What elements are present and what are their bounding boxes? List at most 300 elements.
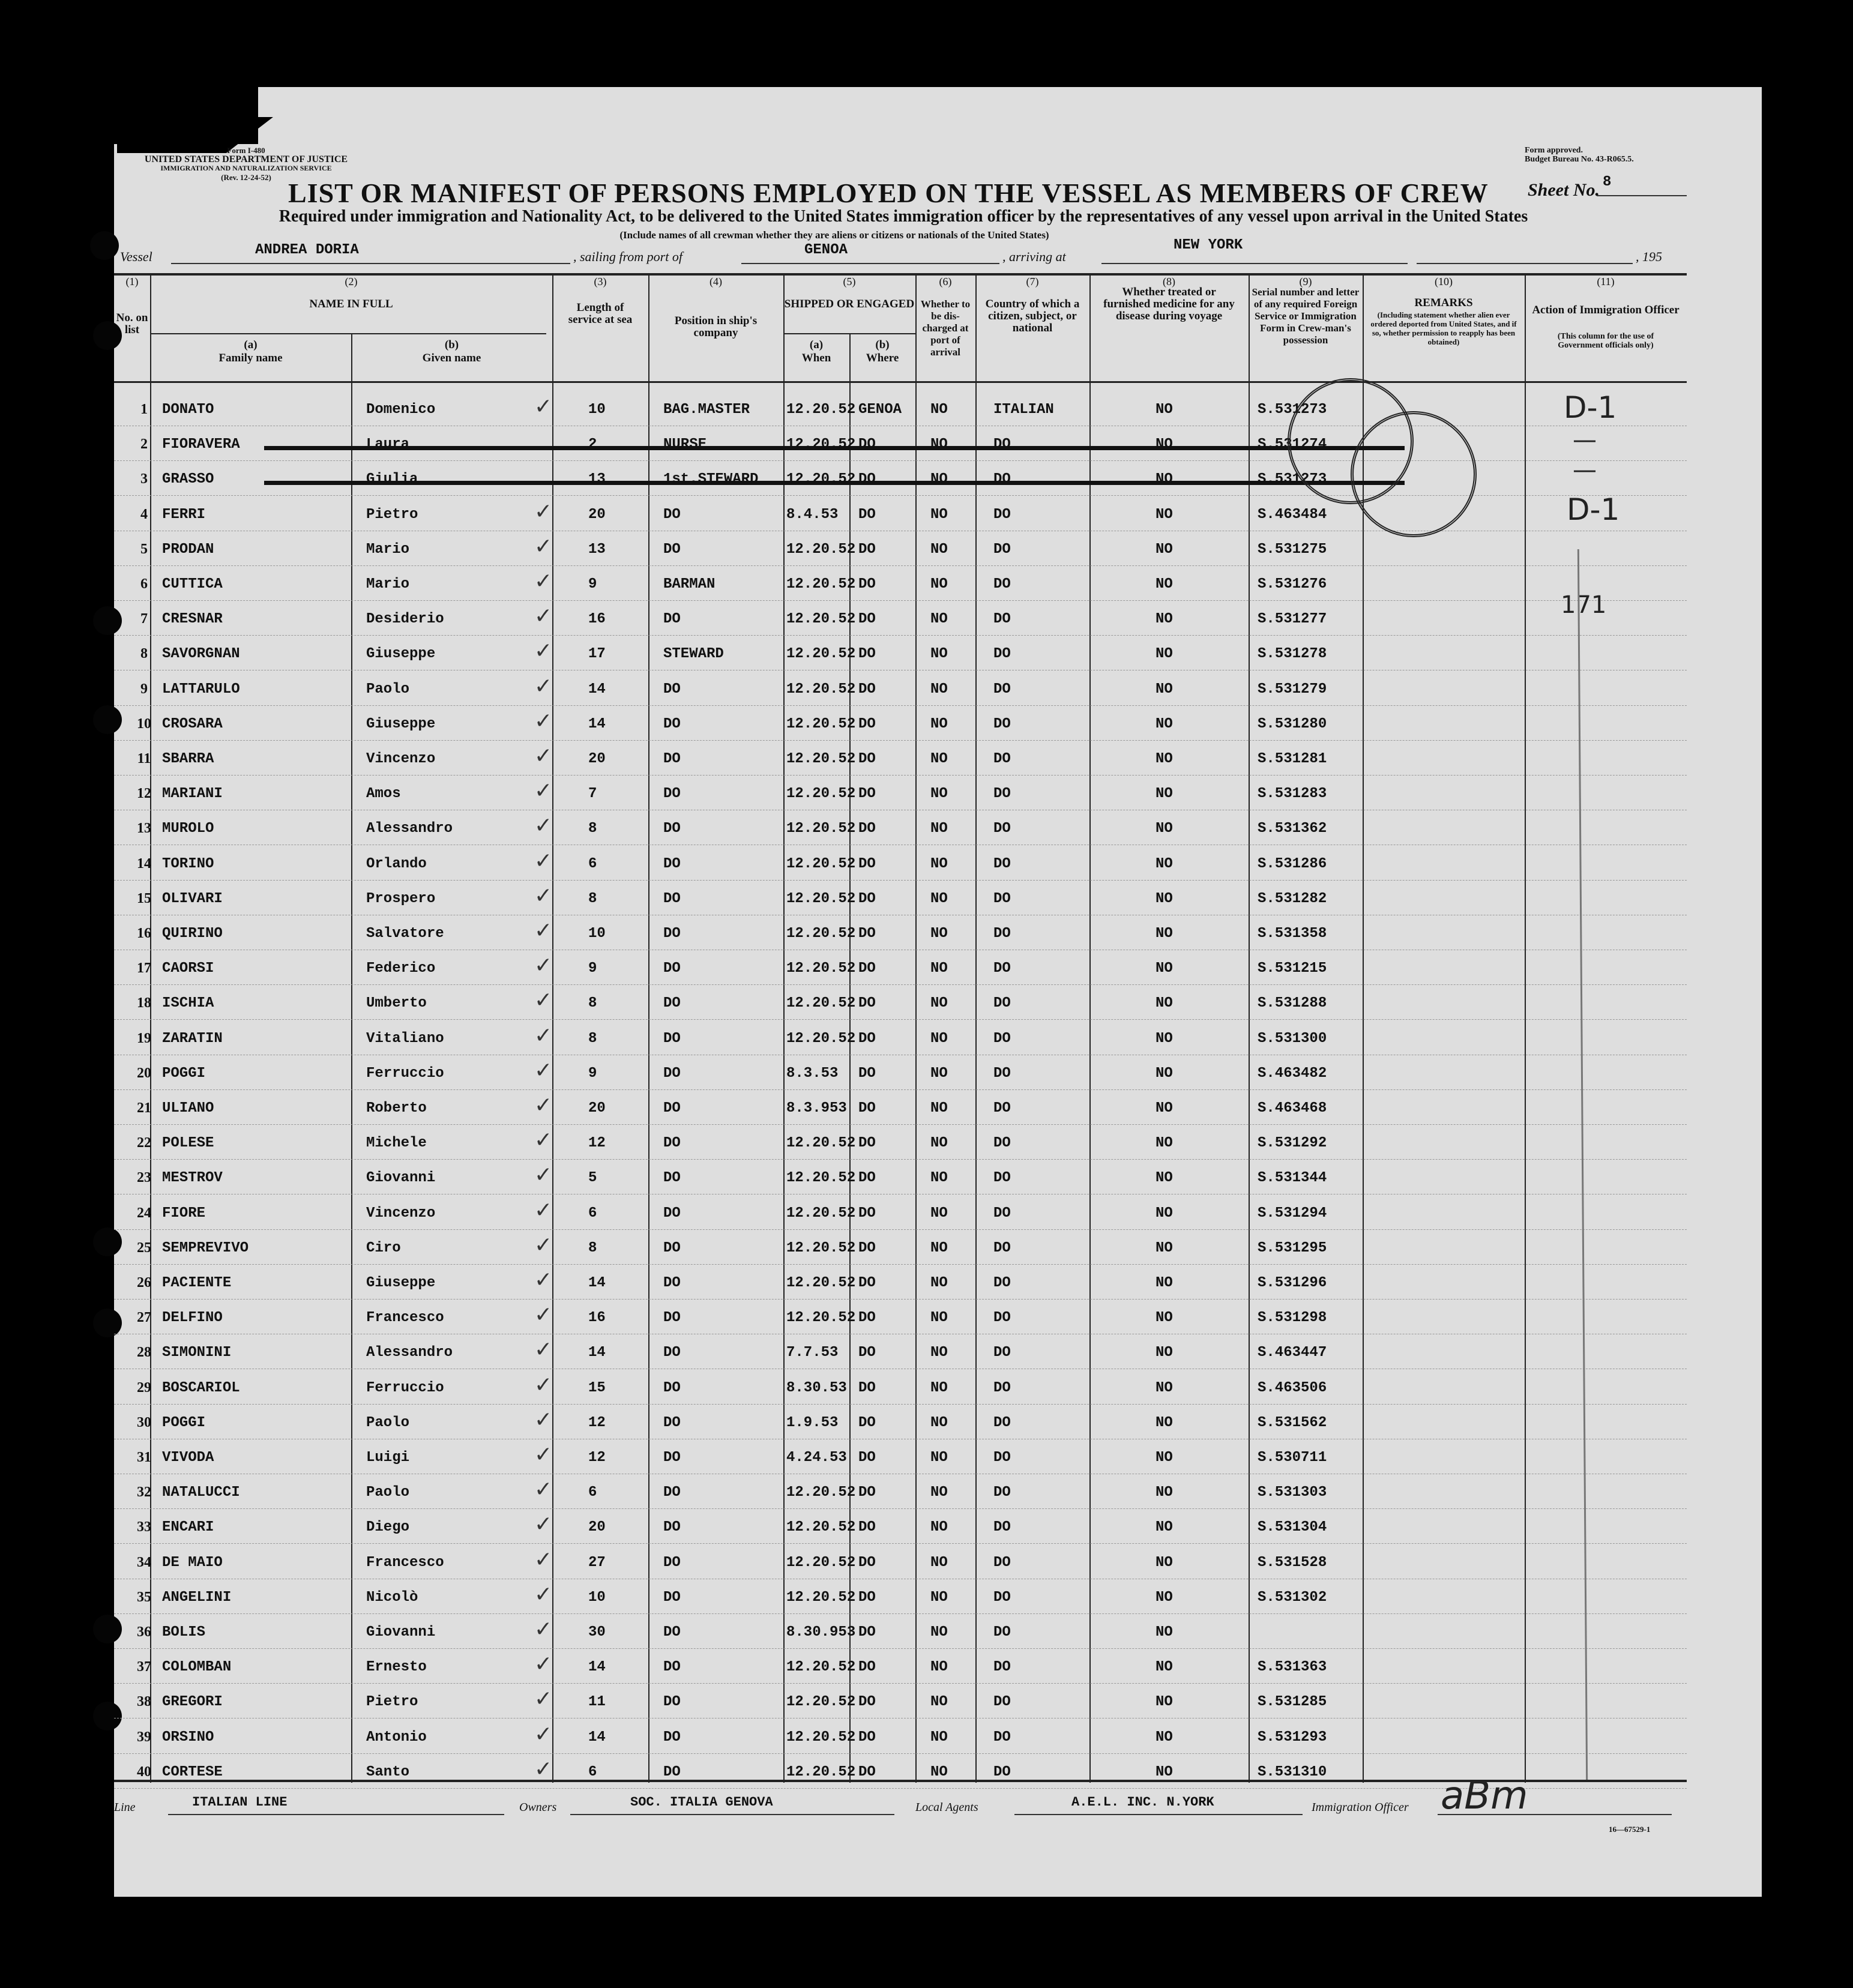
budget-bureau: Budget Bureau No. 43-R065.5. bbox=[1525, 155, 1634, 164]
row-number: 10 bbox=[137, 715, 151, 732]
shipped-when: 12.20.52 bbox=[786, 576, 856, 592]
shipped-when: 4.24.53 bbox=[786, 1450, 847, 1466]
given-name: Vitaliano bbox=[366, 1030, 444, 1047]
country: DO bbox=[993, 1345, 1011, 1361]
service-length: 11 bbox=[588, 1694, 606, 1711]
shipped-where: DO bbox=[858, 1239, 876, 1256]
check-mark: ✓ bbox=[534, 1163, 553, 1188]
family-name: GRASSO bbox=[162, 471, 214, 488]
officer-signature: aBm bbox=[1441, 1774, 1528, 1818]
row-number: 8 bbox=[140, 646, 148, 662]
given-name: Amos bbox=[366, 786, 401, 803]
family-name: BOSCARIOL bbox=[162, 1379, 240, 1396]
country: DO bbox=[993, 1519, 1011, 1536]
serial-number: S.463484 bbox=[1258, 506, 1327, 523]
row-number: 13 bbox=[137, 821, 151, 837]
country: DO bbox=[993, 646, 1011, 663]
row-number: 3 bbox=[140, 471, 148, 487]
row-number: 35 bbox=[137, 1589, 151, 1605]
serial-number: S.531300 bbox=[1258, 1030, 1327, 1047]
service-length: 14 bbox=[588, 1659, 606, 1676]
family-name: ULIANO bbox=[162, 1100, 214, 1116]
serial-number: S.531215 bbox=[1258, 960, 1327, 977]
family-name: FIORE bbox=[162, 1205, 206, 1221]
row-rule bbox=[114, 775, 1687, 776]
position: DO bbox=[663, 506, 681, 523]
shipped-where: DO bbox=[858, 786, 876, 803]
serial-number: S.531282 bbox=[1258, 890, 1327, 907]
country: DO bbox=[993, 1554, 1011, 1571]
table-row bbox=[114, 1232, 1687, 1267]
service-length: 16 bbox=[588, 611, 606, 628]
shipped-where: DO bbox=[858, 1310, 876, 1327]
service-length: 6 bbox=[588, 1764, 597, 1780]
shipped-when: 12.20.52 bbox=[786, 1659, 856, 1676]
service-length: 10 bbox=[588, 402, 606, 418]
position: 1st.STEWARD bbox=[663, 471, 759, 488]
row-number: 9 bbox=[140, 681, 148, 697]
service-length: 10 bbox=[588, 926, 606, 942]
medicine: NO bbox=[1155, 541, 1173, 558]
country: DO bbox=[993, 1414, 1011, 1431]
check-mark: ✓ bbox=[534, 813, 553, 839]
family-name: SBARRA bbox=[162, 751, 214, 767]
shipped-where: DO bbox=[858, 751, 876, 767]
col-head-given-b: (b) bbox=[444, 339, 459, 351]
given-name: Ciro bbox=[366, 1239, 401, 1256]
check-mark: ✓ bbox=[534, 1303, 553, 1328]
medicine: NO bbox=[1155, 1659, 1173, 1676]
given-name: Pietro bbox=[366, 1694, 418, 1711]
serial-number: S.531562 bbox=[1258, 1414, 1327, 1431]
shipped-where: DO bbox=[858, 960, 876, 977]
country: DO bbox=[993, 1659, 1011, 1676]
discharged: NO bbox=[930, 1100, 948, 1116]
given-name: Santo bbox=[366, 1764, 410, 1780]
service-length: 20 bbox=[588, 1519, 606, 1536]
table-row bbox=[114, 812, 1687, 847]
medicine: NO bbox=[1155, 1065, 1173, 1082]
check-mark: ✓ bbox=[534, 1721, 553, 1747]
shipped-where: DO bbox=[858, 1100, 876, 1116]
serial-number: S.531274 bbox=[1258, 436, 1327, 453]
col-head-action: Action of Immigration Officer bbox=[1532, 304, 1680, 316]
discharged: NO bbox=[930, 751, 948, 767]
serial-number: S.531344 bbox=[1258, 1170, 1327, 1187]
arriving-underline bbox=[1101, 263, 1408, 264]
shipped-where: DO bbox=[858, 1414, 876, 1431]
serial-number: S.531363 bbox=[1258, 1659, 1327, 1676]
serial-number: S.463447 bbox=[1258, 1345, 1327, 1361]
given-name: Laura bbox=[366, 436, 410, 453]
given-name: Francesco bbox=[366, 1554, 444, 1571]
position: DO bbox=[663, 1624, 681, 1640]
shipped-when: 12.20.52 bbox=[786, 1729, 856, 1746]
table-row bbox=[114, 1301, 1687, 1336]
colnum-5: (5) bbox=[843, 276, 856, 288]
given-name: Giuseppe bbox=[366, 646, 436, 663]
discharged: NO bbox=[930, 436, 948, 453]
service-length: 16 bbox=[588, 1310, 606, 1327]
footer-agents: A.E.L. INC. N.YORK bbox=[1071, 1795, 1214, 1810]
shipped-where: DO bbox=[858, 1764, 876, 1780]
position: DO bbox=[663, 1379, 681, 1396]
position: DO bbox=[663, 1239, 681, 1256]
discharged: NO bbox=[930, 1345, 948, 1361]
row-number: 36 bbox=[137, 1624, 151, 1640]
table-row bbox=[114, 1546, 1687, 1581]
discharged: NO bbox=[930, 1414, 948, 1431]
service-length: 7 bbox=[588, 786, 597, 803]
family-name: OLIVARI bbox=[162, 890, 223, 907]
family-name: MARIANI bbox=[162, 786, 223, 803]
position: DO bbox=[663, 960, 681, 977]
shipped-when: 8.30.53 bbox=[786, 1379, 847, 1396]
col-head-where-b: (b) bbox=[875, 339, 890, 351]
footer-officer-underline bbox=[1438, 1814, 1672, 1815]
colnum-6: (6) bbox=[939, 276, 952, 288]
col-head-action-note: (This column for the use of Government officials only) bbox=[1557, 332, 1654, 350]
service-length: 8 bbox=[588, 995, 597, 1012]
family-name: MESTROV bbox=[162, 1170, 223, 1187]
shipped-when: 12.20.52 bbox=[786, 715, 856, 732]
shipped-where: DO bbox=[858, 1030, 876, 1047]
check-mark: ✓ bbox=[534, 1652, 553, 1677]
medicine: NO bbox=[1155, 1729, 1173, 1746]
service-length: 5 bbox=[588, 1170, 597, 1187]
shipped-when: 12.20.52 bbox=[786, 1519, 856, 1536]
col-head-name: NAME IN FULL bbox=[309, 298, 393, 310]
shipped-where: DO bbox=[858, 1519, 876, 1536]
footer-agents-label: Local Agents bbox=[915, 1801, 978, 1814]
sailing-underline bbox=[741, 263, 999, 264]
service-length: 17 bbox=[588, 646, 606, 663]
family-name: SEMPREVIVO bbox=[162, 1239, 249, 1256]
table-row bbox=[114, 1372, 1687, 1406]
shipped-when: 12.20.52 bbox=[786, 436, 856, 453]
country: DO bbox=[993, 576, 1011, 592]
medicine: NO bbox=[1155, 1275, 1173, 1291]
shipped-when: 12.20.52 bbox=[786, 1310, 856, 1327]
family-name: DE MAIO bbox=[162, 1554, 223, 1571]
table-row bbox=[114, 673, 1687, 708]
form-header-left bbox=[111, 146, 381, 182]
shipped-where: DO bbox=[858, 821, 876, 837]
table-row bbox=[114, 1336, 1687, 1371]
medicine: NO bbox=[1155, 1205, 1173, 1221]
given-name: Francesco bbox=[366, 1310, 444, 1327]
position: DO bbox=[663, 1450, 681, 1466]
position: NURSE bbox=[663, 436, 707, 453]
serial-number: S.531283 bbox=[1258, 786, 1327, 803]
country: DO bbox=[993, 890, 1011, 907]
given-name: Prospero bbox=[366, 890, 436, 907]
footer-officer-label: Immigration Officer bbox=[1312, 1801, 1409, 1814]
discharged: NO bbox=[930, 926, 948, 942]
medicine: NO bbox=[1155, 576, 1173, 592]
sheet-number: 8 bbox=[1603, 174, 1612, 190]
given-name: Diego bbox=[366, 1519, 410, 1536]
shipped-where: DO bbox=[858, 1065, 876, 1082]
check-mark: ✓ bbox=[534, 1023, 553, 1048]
serial-number: S.531276 bbox=[1258, 576, 1327, 592]
row-number: 34 bbox=[137, 1554, 151, 1570]
subtitle: Required under immigration and Nationality Act, to be delivered to the United States immigration officer by the representatives of any vessel upon arrival in the United States bbox=[279, 207, 1528, 226]
given-name: Mario bbox=[366, 576, 410, 592]
medicine: NO bbox=[1155, 1764, 1173, 1780]
table-row bbox=[114, 742, 1687, 777]
country: DO bbox=[993, 1450, 1011, 1466]
table-row bbox=[114, 1685, 1687, 1720]
vessel-name: ANDREA DORIA bbox=[255, 242, 359, 258]
include-note: (Include names of all crewman whether they are aliens or citizens or nationals of the United States) bbox=[619, 229, 1049, 241]
family-name: ISCHIA bbox=[162, 995, 214, 1012]
row-number: 2 bbox=[140, 436, 148, 453]
check-mark: ✓ bbox=[534, 1442, 553, 1467]
service-length: 30 bbox=[588, 1624, 606, 1640]
check-mark: ✓ bbox=[534, 639, 553, 664]
row-rule bbox=[114, 1019, 1687, 1020]
country: DO bbox=[993, 1484, 1011, 1501]
check-mark: ✓ bbox=[534, 1687, 553, 1712]
discharged: NO bbox=[930, 1589, 948, 1606]
medicine: NO bbox=[1155, 506, 1173, 523]
position: DO bbox=[663, 1030, 681, 1047]
shipped-where: DO bbox=[858, 1624, 876, 1640]
discharged: NO bbox=[930, 681, 948, 697]
country: DO bbox=[993, 1379, 1011, 1396]
family-name: CUTTICA bbox=[162, 576, 223, 592]
discharged: NO bbox=[930, 1519, 948, 1536]
check-mark: ✓ bbox=[534, 1128, 553, 1153]
given-name: Umberto bbox=[366, 995, 427, 1012]
country: DO bbox=[993, 541, 1011, 558]
given-name: Luigi bbox=[366, 1450, 410, 1466]
family-name: MUROLO bbox=[162, 821, 214, 837]
discharged: NO bbox=[930, 960, 948, 977]
shipped-when: 12.20.52 bbox=[786, 681, 856, 697]
year-label: , 195 bbox=[1636, 249, 1662, 264]
family-name: CAORSI bbox=[162, 960, 214, 977]
col-head-given: Given name bbox=[422, 352, 481, 364]
family-name: NATALUCCI bbox=[162, 1484, 240, 1501]
serial-number: S.531273 bbox=[1258, 471, 1327, 488]
given-name: Federico bbox=[366, 960, 436, 977]
row-number: 28 bbox=[137, 1345, 151, 1361]
position: DO bbox=[663, 926, 681, 942]
discharged: NO bbox=[930, 821, 948, 837]
shipped-when: 12.20.52 bbox=[786, 1170, 856, 1187]
col-head-treated: Whether treated or furnished medicine for any disease during voyage bbox=[1103, 286, 1235, 322]
given-name: Vincenzo bbox=[366, 751, 436, 767]
discharged: NO bbox=[930, 1554, 948, 1571]
country: DO bbox=[993, 1205, 1011, 1221]
check-mark: ✓ bbox=[534, 988, 553, 1013]
medicine: NO bbox=[1155, 960, 1173, 977]
given-name: Salvatore bbox=[366, 926, 444, 942]
shipped-when: 8.30.953 bbox=[786, 1624, 856, 1640]
medicine: NO bbox=[1155, 1239, 1173, 1256]
page-title: LIST OR MANIFEST OF PERSONS EMPLOYED ON THE VESSEL AS MEMBERS OF CREW bbox=[288, 178, 1489, 208]
family-name: PRODAN bbox=[162, 541, 214, 558]
table-row bbox=[114, 1406, 1687, 1441]
service-length: 6 bbox=[588, 1484, 597, 1501]
row-number: 39 bbox=[137, 1729, 151, 1745]
row-rule bbox=[114, 984, 1687, 985]
shipped-when: 12.20.52 bbox=[786, 471, 856, 488]
shipped-where: DO bbox=[858, 1554, 876, 1571]
check-mark: ✓ bbox=[534, 1093, 553, 1118]
footer-owners-label: Owners bbox=[519, 1801, 557, 1814]
discharged: NO bbox=[930, 786, 948, 803]
shipped-where: DO bbox=[858, 1589, 876, 1606]
position: DO bbox=[663, 1659, 681, 1676]
medicine: NO bbox=[1155, 1100, 1173, 1116]
shipped-when: 7.7.53 bbox=[786, 1345, 839, 1361]
row-number: 24 bbox=[137, 1205, 151, 1221]
medicine: NO bbox=[1155, 786, 1173, 803]
row-number: 19 bbox=[137, 1030, 151, 1046]
medicine: NO bbox=[1155, 1694, 1173, 1711]
serial-number: S.531286 bbox=[1258, 855, 1327, 872]
action-mark: — bbox=[1573, 426, 1597, 454]
colnum-9: (9) bbox=[1299, 276, 1312, 288]
country: DO bbox=[993, 611, 1011, 628]
table-row bbox=[114, 1616, 1687, 1651]
check-mark: ✓ bbox=[534, 1372, 553, 1397]
country: DO bbox=[993, 995, 1011, 1012]
arriving-port: NEW YORK bbox=[1174, 237, 1243, 253]
shipped-when: 1.9.53 bbox=[786, 1414, 839, 1431]
discharged: NO bbox=[930, 1729, 948, 1746]
given-name: Giuseppe bbox=[366, 715, 436, 732]
country: DO bbox=[993, 1275, 1011, 1291]
table-row bbox=[114, 1161, 1687, 1196]
check-mark: ✓ bbox=[534, 1547, 553, 1572]
col-head-position: Position in ship's company bbox=[674, 315, 758, 339]
table-row bbox=[114, 882, 1687, 917]
family-name: DELFINO bbox=[162, 1310, 223, 1327]
shipped-when: 12.20.52 bbox=[786, 995, 856, 1012]
col-head-country: Country of which a citizen, subject, or national bbox=[985, 298, 1080, 334]
col-head-length: Length of service at sea bbox=[568, 301, 633, 326]
col-head-serial: Serial number and letter of any required Foreign Service or Immigration Form in Crew-man's possession bbox=[1252, 286, 1360, 346]
service-length: 20 bbox=[588, 506, 606, 523]
position: DO bbox=[663, 1065, 681, 1082]
table-row bbox=[114, 1267, 1687, 1301]
position: DO bbox=[663, 1170, 681, 1187]
table-row bbox=[114, 1721, 1687, 1756]
medicine: NO bbox=[1155, 1484, 1173, 1501]
table-row bbox=[114, 1651, 1687, 1685]
check-mark: ✓ bbox=[534, 1582, 553, 1607]
serial-number: S.531294 bbox=[1258, 1205, 1327, 1221]
service-length: 8 bbox=[588, 821, 597, 837]
vessel-underline bbox=[171, 263, 570, 264]
table-row bbox=[114, 1057, 1687, 1092]
shipped-where: DO bbox=[858, 506, 876, 523]
country: DO bbox=[993, 855, 1011, 872]
discharged: NO bbox=[930, 576, 948, 592]
given-name: Antonio bbox=[366, 1729, 427, 1746]
discharged: NO bbox=[930, 646, 948, 663]
row-rule bbox=[114, 1159, 1687, 1160]
medicine: NO bbox=[1155, 751, 1173, 767]
position: DO bbox=[663, 1135, 681, 1152]
serial-number: S.531362 bbox=[1258, 821, 1327, 837]
colnum-8: (8) bbox=[1163, 276, 1175, 288]
row-number: 4 bbox=[140, 506, 148, 522]
shipped-when: 12.20.52 bbox=[786, 960, 856, 977]
serial-number: S.531281 bbox=[1258, 751, 1327, 767]
colnum-3: (3) bbox=[594, 276, 607, 288]
shipped-when: 12.20.52 bbox=[786, 855, 856, 872]
row-number: 6 bbox=[140, 576, 148, 592]
given-name: Mario bbox=[366, 541, 410, 558]
country: DO bbox=[993, 786, 1011, 803]
shipped-where: DO bbox=[858, 1484, 876, 1501]
row-number: 32 bbox=[137, 1484, 151, 1501]
family-name: VIVODA bbox=[162, 1450, 214, 1466]
revision: (Rev. 12-24-52) bbox=[221, 173, 271, 182]
sheet-label: Sheet No. bbox=[1528, 180, 1600, 200]
row-number: 23 bbox=[137, 1170, 151, 1186]
shipped-where: DO bbox=[858, 926, 876, 942]
country: DO bbox=[993, 1100, 1011, 1116]
country: DO bbox=[993, 506, 1011, 523]
header-bottom-border bbox=[114, 381, 1687, 383]
discharged: NO bbox=[930, 1379, 948, 1396]
medicine: NO bbox=[1155, 926, 1173, 942]
service-length: 8 bbox=[588, 1239, 597, 1256]
shipped-where: DO bbox=[858, 1694, 876, 1711]
given-name: Paolo bbox=[366, 1484, 410, 1501]
shipped-where: DO bbox=[858, 1659, 876, 1676]
check-mark: ✓ bbox=[534, 744, 553, 768]
col-head-when-a: (a) bbox=[809, 339, 824, 351]
position: DO bbox=[663, 855, 681, 872]
check-mark: ✓ bbox=[534, 918, 553, 943]
medicine: NO bbox=[1155, 821, 1173, 837]
family-name: ORSINO bbox=[162, 1729, 214, 1746]
medicine: NO bbox=[1155, 1519, 1173, 1536]
row-number: 14 bbox=[137, 855, 151, 872]
position: BAG.MASTER bbox=[663, 402, 750, 418]
given-name: Ferruccio bbox=[366, 1065, 444, 1082]
discharged: NO bbox=[930, 1135, 948, 1152]
row-rule bbox=[114, 600, 1687, 601]
check-mark: ✓ bbox=[534, 1058, 553, 1083]
colnum-2: (2) bbox=[345, 276, 358, 288]
discharged: NO bbox=[930, 715, 948, 732]
given-name: Ferruccio bbox=[366, 1379, 444, 1396]
row-number: 20 bbox=[137, 1065, 151, 1081]
row-number: 17 bbox=[137, 960, 151, 977]
row-number: 12 bbox=[137, 786, 151, 802]
family-name: ANGELINI bbox=[162, 1589, 232, 1606]
country: DO bbox=[993, 1624, 1011, 1640]
row-number: 27 bbox=[137, 1310, 151, 1326]
service-length: 20 bbox=[588, 1100, 606, 1116]
serial-number: S.531310 bbox=[1258, 1764, 1327, 1780]
check-mark: ✓ bbox=[534, 604, 553, 629]
check-mark: ✓ bbox=[534, 848, 553, 873]
service-length: 14 bbox=[588, 1729, 606, 1746]
given-name: Pietro bbox=[366, 506, 418, 523]
colnum-4: (4) bbox=[710, 276, 722, 288]
medicine: NO bbox=[1155, 1379, 1173, 1396]
country: DO bbox=[993, 926, 1011, 942]
